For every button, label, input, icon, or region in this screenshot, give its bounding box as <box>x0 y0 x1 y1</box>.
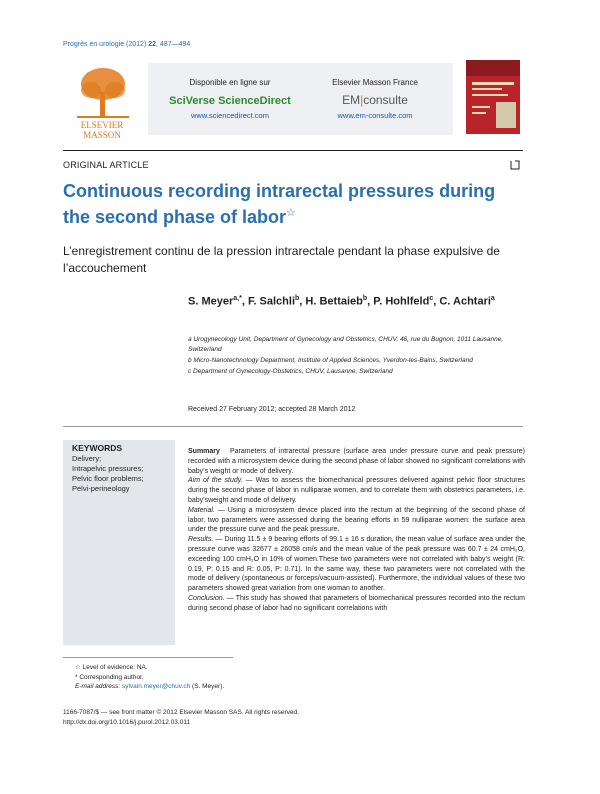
email-owner: (S. Meyer). <box>192 683 225 690</box>
em-logo-left: EM <box>342 93 361 107</box>
summary-lead: Summary <box>188 448 220 455</box>
article-title-text: Continuous recording intrarectal pressures during the second phase of labor <box>63 181 496 227</box>
author-list: S. Meyer$^{a,*}$, F. Salchli$^b$, H. Bettaieb$^b$, P. Hohlfeld$^c$, C. Achtari$^a$ <box>188 295 495 308</box>
keywords-heading: KEYWORDS <box>72 443 123 453</box>
footnote-star-icon: ☆ <box>75 664 81 671</box>
copyright-block <box>63 708 299 727</box>
results-text: — During 11.5 ± 9 bearing efforts of 99.1 ± 16 s duration, the mean value of surface area under the pressure curve was 32677 ± 26058 cm/s and the mean value of the peak pressure was 60.7 ± 24 cmH₂O, exceeding 100 cmH₂O in 10% of women.These two parameters were not correlated with baby’s weight (R: 0.19, P: 0.15 and R: 0.05, P: 0.71). In the same way, these two parameters were not correlated with the mode of delivery (spontaneous or forceps/vacuum-assisted). Furthermore, the individual values of these two parameters showed great variation from one woman to another. <box>188 536 525 593</box>
footnote-divider <box>63 657 233 658</box>
publisher-logo-text: ELSEVIER <box>80 120 124 130</box>
em-consulte-link[interactable]: www.em-consulte.com <box>337 111 413 120</box>
french-title: L’enregistrement continu de la pression intrarectale pendant la phase expulsive de l’accouchement <box>63 244 500 275</box>
available-online-label: Disponible en ligne sur <box>189 78 271 87</box>
footnote-evidence: Level of evidence: NA. <box>82 664 148 671</box>
article-type: ORIGINAL ARTICLE <box>63 160 149 170</box>
author-name: F. Salchli <box>247 295 296 308</box>
header-divider <box>63 150 523 151</box>
elsevier-masson-logo <box>63 62 141 140</box>
em-consulte-block <box>300 78 450 120</box>
keyword-item: Pelvi-perineology <box>72 484 130 493</box>
journal-volume: 22 <box>148 41 157 48</box>
author-sup: c <box>429 295 434 302</box>
conclusion-text: — This study has showed that parameters of biomechanical pressures recorded into the rectum during second phase of labor had no significant correlations with <box>188 594 525 612</box>
em-logo-sep: | <box>360 93 364 107</box>
affiliation: a Urogynecology Unit, Department of Gynecology and Obstetrics, CHUV, 46, rue du Bugnon, 1011 Lausanne, Switzerland <box>188 336 504 353</box>
journal-citation[interactable] <box>63 41 190 48</box>
journal-name[interactable]: Progrès en urologie (2012) <box>63 41 147 48</box>
aim-text: — Was to assess the biomechanical pressures delivered against pelvic floor structures during the second phase of labor in nulliparae women, and to correlate them with obstetrics parameters, i.e. baby’sweight and mode of delivery. <box>188 477 525 504</box>
material-text: — Using a microsystem device placed into the rectum at the beginning of the second phase of labor, two parameters were assessed during the bearing efforts in 59 nulliparae women: the surface area under the pressure curve and the peak pressure. <box>188 506 525 534</box>
author-name: C. Achtari <box>439 295 491 308</box>
author-sup: b <box>295 295 300 302</box>
author-sup: b <box>362 295 368 302</box>
aim-label: Aim of the study. <box>188 477 243 485</box>
crossmark-icon[interactable] <box>510 157 520 167</box>
keyword-item: Intrapelvic pressures; <box>72 464 144 473</box>
sciencedirect-link[interactable]: www.sciencedirect.com <box>191 111 269 120</box>
sciencedirect-block <box>160 78 300 120</box>
author-name: S. Meyer <box>188 295 234 308</box>
affiliation: c Department of Gynecology-Obstetrics, CHUV, Lausanne, Switzerland <box>188 368 393 375</box>
summary-intro: Parameters of intrarectal pressure (surface area under pressure curve and peak pressure) recorded with a microsystem device during the second phase of labor showed no significant correlations with baby’s weight or mode of delivery. <box>188 448 525 475</box>
em-consulte-logo[interactable] <box>300 93 450 107</box>
author-name: P. Hohlfeld <box>373 295 430 308</box>
em-logo-right: consulte <box>363 93 408 107</box>
journal-pages: , 487—494 <box>156 41 191 48</box>
author-email-link[interactable]: sylvain.meyer@chuv.ch <box>121 683 191 690</box>
author-sup: a,* <box>233 295 242 302</box>
doi-link[interactable]: http://dx.doi.org/10.1016/j.purol.2012.03.011 <box>63 718 191 726</box>
footnotes <box>63 663 363 692</box>
title-footnote-star-icon[interactable]: ☆ <box>286 207 296 219</box>
received-dates: Received 27 February 2012; accepted 28 March 2012 <box>188 406 356 413</box>
keyword-item: Pelvic floor problems; <box>72 474 144 483</box>
copyright-line: 1166-7087/$ — see front matter © 2012 Elsevier Masson SAS. All rights reserved. <box>63 709 299 716</box>
tree-logo-icon <box>63 62 141 140</box>
footnote-corresponding: Corresponding author. <box>79 673 144 681</box>
material-label: Material. <box>188 506 215 514</box>
publisher-logo-text-2: MASSON <box>83 130 121 140</box>
em-france-label: Elsevier Masson France <box>332 78 418 87</box>
results-label: Results. <box>188 536 214 544</box>
affiliations <box>188 335 523 378</box>
email-label: E-mail address: <box>75 683 121 690</box>
section-divider <box>63 426 523 427</box>
journal-cover-thumbnail[interactable] <box>466 60 520 134</box>
article-title <box>63 180 523 228</box>
footnote-asterisk-icon: * <box>75 673 78 681</box>
author-sup: a <box>490 295 495 302</box>
affiliation: b Micro-Nanotechnology Department, Institute of Applied Sciences, Yverdon-les-Bains, Switzerland <box>188 357 473 364</box>
sciverse-logo[interactable]: SciVerse ScienceDirect <box>169 95 291 107</box>
abstract <box>188 447 525 614</box>
keyword-item: Delivery; <box>72 454 102 463</box>
author-name: H. Bettaieb <box>305 295 363 308</box>
conclusion-label: Conclusion. <box>188 594 225 602</box>
